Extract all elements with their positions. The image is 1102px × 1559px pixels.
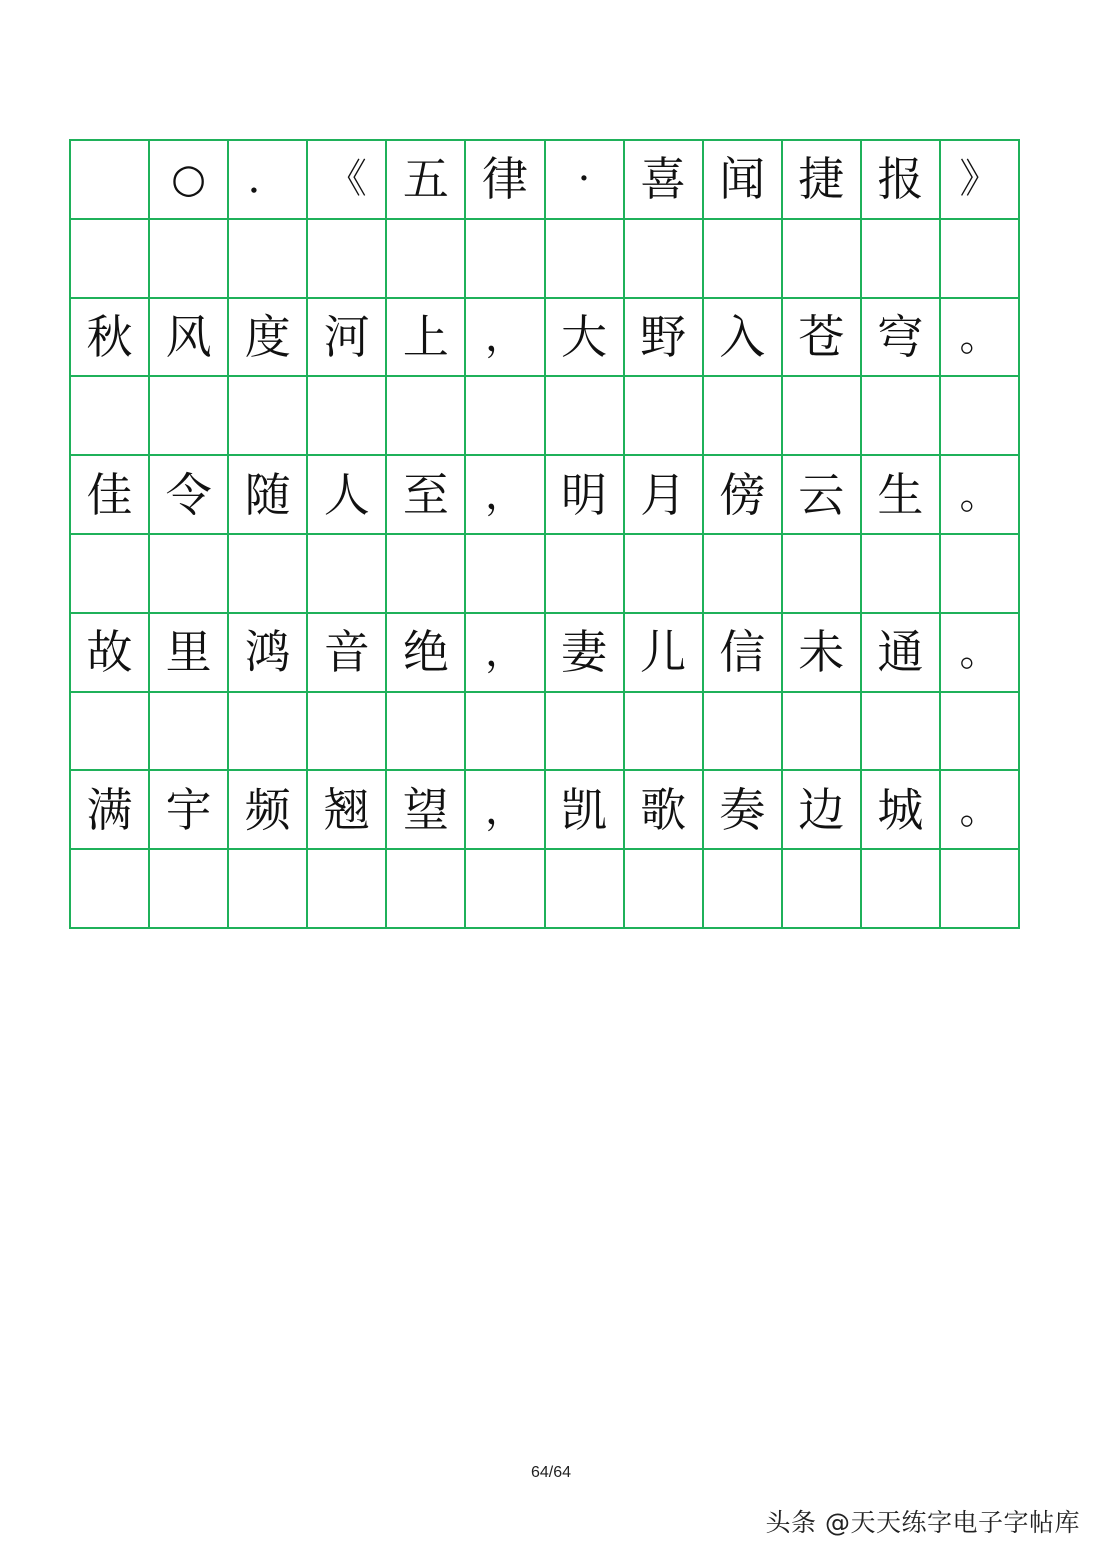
grid-cell-empty	[783, 220, 862, 299]
grid-cell-char: 上	[387, 299, 466, 378]
grid-cell-char: 歌	[625, 771, 704, 850]
grid-cell-char: ，	[466, 299, 545, 378]
grid-cell-empty	[466, 535, 545, 614]
grid-cell-char: 妻	[546, 614, 625, 693]
grid-cell-char: 佳	[71, 456, 150, 535]
grid-cell-empty	[704, 377, 783, 456]
grid-cell-char: ，	[466, 614, 545, 693]
grid-cell-char: 明	[546, 456, 625, 535]
grid-cell-empty	[704, 850, 783, 929]
grid-cell-empty	[71, 377, 150, 456]
grid-cell-char: 喜	[625, 141, 704, 220]
grid-cell-char: 令	[150, 456, 229, 535]
grid-cell-char: ，	[466, 456, 545, 535]
grid-cell-char: ，	[466, 771, 545, 850]
grid-cell-empty	[941, 850, 1020, 929]
grid-cell-empty	[229, 535, 308, 614]
grid-cell-char: 城	[862, 771, 941, 850]
grid-cell-empty	[466, 220, 545, 299]
grid-cell-empty	[546, 693, 625, 772]
grid-cell-char: 闻	[704, 141, 783, 220]
grid-cell-empty	[308, 220, 387, 299]
grid-cell-char: 儿	[625, 614, 704, 693]
practice-grid	[69, 139, 1020, 929]
grid-cell-empty	[150, 220, 229, 299]
grid-cell-empty	[71, 850, 150, 929]
grid-cell-char: 通	[862, 614, 941, 693]
grid-cell-char: 苍	[783, 299, 862, 378]
grid-cell-empty	[941, 693, 1020, 772]
grid-cell-char: 。	[941, 299, 1020, 378]
grid-cell-char: 满	[71, 771, 150, 850]
grid-cell-char: 凯	[546, 771, 625, 850]
grid-cell-char: 。	[941, 456, 1020, 535]
grid-cell-char: 五	[387, 141, 466, 220]
grid-cell-char: 未	[783, 614, 862, 693]
grid-cell-char: 傍	[704, 456, 783, 535]
grid-cell-char: 宇	[150, 771, 229, 850]
grid-cell-char: 边	[783, 771, 862, 850]
grid-cell-empty	[783, 850, 862, 929]
grid-cell-char: 里	[150, 614, 229, 693]
grid-cell-empty	[862, 693, 941, 772]
grid-cell-empty	[387, 535, 466, 614]
grid-cell-empty	[71, 535, 150, 614]
grid-cell-char: 穹	[862, 299, 941, 378]
grid-cell-char: 鸿	[229, 614, 308, 693]
grid-cell-empty	[625, 693, 704, 772]
grid-cell-empty	[71, 693, 150, 772]
grid-cell-char: 生	[862, 456, 941, 535]
grid-cell-char: 度	[229, 299, 308, 378]
grid-cell-empty	[150, 850, 229, 929]
grid-cell-char: 入	[704, 299, 783, 378]
grid-cell-empty	[941, 535, 1020, 614]
grid-cell-char: 翘	[308, 771, 387, 850]
grid-cell-char: 信	[704, 614, 783, 693]
grid-cell-char: 河	[308, 299, 387, 378]
grid-cell-empty	[229, 850, 308, 929]
grid-cell-empty	[783, 693, 862, 772]
grid-cell-char: 月	[625, 456, 704, 535]
grid-cell-empty	[625, 220, 704, 299]
grid-cell-empty	[862, 220, 941, 299]
grid-cell-char: 频	[229, 771, 308, 850]
grid-cell-empty	[229, 377, 308, 456]
grid-cell-empty	[308, 850, 387, 929]
grid-cell-char: 。	[941, 771, 1020, 850]
grid-cell-empty	[704, 220, 783, 299]
grid-cell-empty	[941, 220, 1020, 299]
grid-cell-char: 《	[308, 141, 387, 220]
grid-cell-char: 人	[308, 456, 387, 535]
grid-cell-empty	[150, 693, 229, 772]
grid-cell-empty	[466, 693, 545, 772]
grid-cell-empty	[466, 850, 545, 929]
grid-cell-char: 。	[941, 614, 1020, 693]
grid-cell-char: 奏	[704, 771, 783, 850]
grid-cell-empty	[229, 220, 308, 299]
grid-cell-empty	[704, 535, 783, 614]
grid-cell-empty	[71, 220, 150, 299]
grid-cell-empty	[625, 535, 704, 614]
grid-cell-empty	[387, 220, 466, 299]
grid-cell-char: 野	[625, 299, 704, 378]
grid-cell-empty	[625, 850, 704, 929]
grid-cell-empty	[941, 377, 1020, 456]
grid-cell-char: 绝	[387, 614, 466, 693]
grid-cell-empty	[387, 693, 466, 772]
grid-cell-char: 望	[387, 771, 466, 850]
grid-cell-empty	[466, 377, 545, 456]
grid-cell-char: ○	[150, 141, 229, 220]
grid-cell-char: 风	[150, 299, 229, 378]
grid-cell-empty	[862, 377, 941, 456]
grid-cell-empty	[150, 535, 229, 614]
grid-cell-char: 大	[546, 299, 625, 378]
grid-cell-char: 至	[387, 456, 466, 535]
grid-cell-char: 秋	[71, 299, 150, 378]
grid-cell-char: 捷	[783, 141, 862, 220]
grid-cell-empty	[783, 535, 862, 614]
grid-cell-char: ．	[229, 141, 308, 220]
grid-cell-empty	[308, 377, 387, 456]
grid-cell-empty	[783, 377, 862, 456]
grid-cell-empty	[704, 693, 783, 772]
grid-cell-empty	[625, 377, 704, 456]
grid-cell-empty	[546, 377, 625, 456]
grid-cell-empty	[546, 220, 625, 299]
grid-cell-empty	[546, 535, 625, 614]
grid-cell-char: 故	[71, 614, 150, 693]
grid-cell-empty	[71, 141, 150, 220]
grid-cell-empty	[229, 693, 308, 772]
grid-cell-empty	[546, 850, 625, 929]
grid-cell-char: 律	[466, 141, 545, 220]
grid-cell-empty	[387, 377, 466, 456]
watermark-text: 头条 @天天练字电子字帖库	[765, 1508, 1080, 1537]
page-number: 64/64	[530, 1464, 572, 1481]
grid-cell-char: 云	[783, 456, 862, 535]
grid-cell-empty	[150, 377, 229, 456]
grid-cell-char: ·	[546, 141, 625, 220]
grid-cell-empty	[387, 850, 466, 929]
grid-cell-char: 》	[941, 141, 1020, 220]
grid-cell-empty	[862, 850, 941, 929]
grid-cell-char: 报	[862, 141, 941, 220]
grid-cell-empty	[308, 693, 387, 772]
grid-cell-empty	[862, 535, 941, 614]
grid-cell-char: 随	[229, 456, 308, 535]
grid-cell-empty	[308, 535, 387, 614]
grid-cell-char: 音	[308, 614, 387, 693]
